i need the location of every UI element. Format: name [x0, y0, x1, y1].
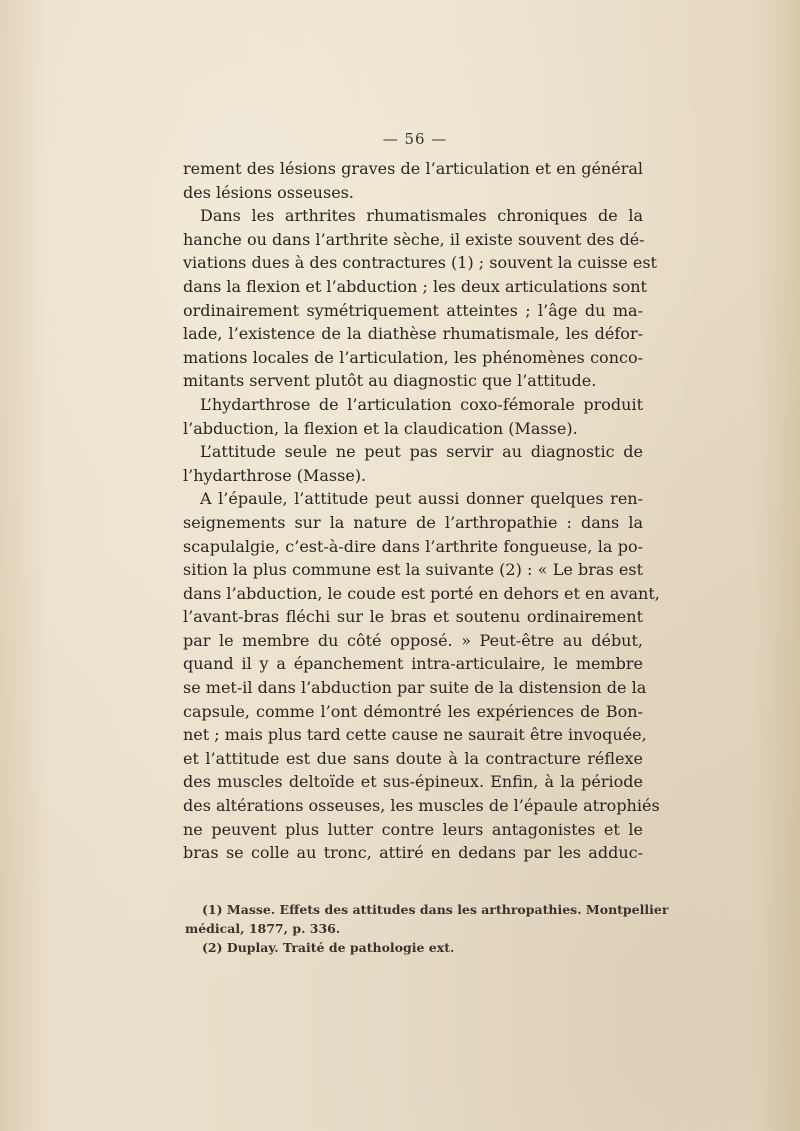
text-line: mations locales de l’articulation, les phénomènes conco-: [183, 347, 643, 367]
text-line: ordinairement symétriquement atteintes ; l’âge du ma-: [183, 300, 643, 320]
text-line: des lésions osseuses.: [183, 182, 354, 202]
text-line: ne peuvent plus lutter contre leurs antagonistes et le: [183, 819, 643, 839]
text-line: des muscles deltoïde et sus-épineux. Enfin, à la période: [183, 772, 643, 792]
text-line: A l’épaule, l’attitude peut aussi donner quelques ren-: [200, 489, 643, 509]
text-line: scapulalgie, c’est-à-dire dans l’arthrite fongueuse, la po-: [183, 536, 643, 556]
text-line: par le membre du côté opposé. » Peut-être au début,: [183, 630, 643, 650]
text-line: se met-il dans l’abduction par suite de la distension de la: [183, 678, 647, 698]
footnote-line: médical, 1877, p. 336.: [185, 921, 341, 936]
page-number: — 56 —: [382, 130, 448, 148]
footnote-line: (1) Masse. Effets des attitudes dans les arthropathies. Montpellier: [202, 902, 669, 917]
text-line: des altérations osseuses, les muscles de l’épaule atrophiés: [183, 796, 660, 816]
text-line: quand il y a épanchement intra-articulaire, le membre: [183, 654, 643, 674]
text-line: l’hydarthrose (Masse).: [183, 465, 367, 485]
text-line: viations dues à des contractures (1) ; souvent la cuisse est: [183, 253, 657, 273]
text-line: net ; mais plus tard cette cause ne saurait être invoquée,: [183, 725, 647, 745]
text-line: Dans les arthrites rhumatismales chroniques de la: [200, 206, 643, 226]
text-line: rement des lésions graves de l’articulation et en général: [183, 159, 643, 178]
text-line: dans l’abduction, le coude est porté en dehors et en avant,: [183, 583, 660, 603]
text-line: L’hydarthrose de l’articulation coxo-fémorale produit: [200, 394, 643, 414]
body-text: [183, 157, 660, 865]
text-line: seignements sur la nature de l’arthropathie : dans la: [183, 512, 643, 532]
text-line: lade, l’existence de la diathèse rhumatismale, les défor-: [183, 324, 643, 344]
text-line: et l’attitude est due sans doute à la contracture réflexe: [183, 748, 643, 768]
footnotes: [185, 900, 669, 957]
text-line: hanche ou dans l’arthrite sèche, il existe souvent des dé-: [183, 229, 645, 249]
text-line: mitants servent plutôt au diagnostic que l’attitude.: [183, 371, 597, 391]
text-line: L’attitude seule ne peut pas servir au diagnostic de: [200, 442, 643, 462]
text-line: sition la plus commune est la suivante (2) : « Le bras est: [183, 560, 643, 580]
text-line: dans la flexion et l’abduction ; les deux articulations sont: [183, 276, 647, 296]
text-line: l’avant-bras fléchi sur le bras et soutenu ordinairement: [183, 607, 643, 627]
text-line: l’abduction, la flexion et la claudication (Masse).: [183, 418, 578, 438]
text-line: bras se colle au tronc, attiré en dedans par les adduc-: [183, 843, 643, 863]
text-line: capsule, comme l’ont démontré les expériences de Bon-: [183, 701, 643, 721]
footnote-line: (2) Duplay. Traité de pathologie ext.: [202, 940, 455, 955]
